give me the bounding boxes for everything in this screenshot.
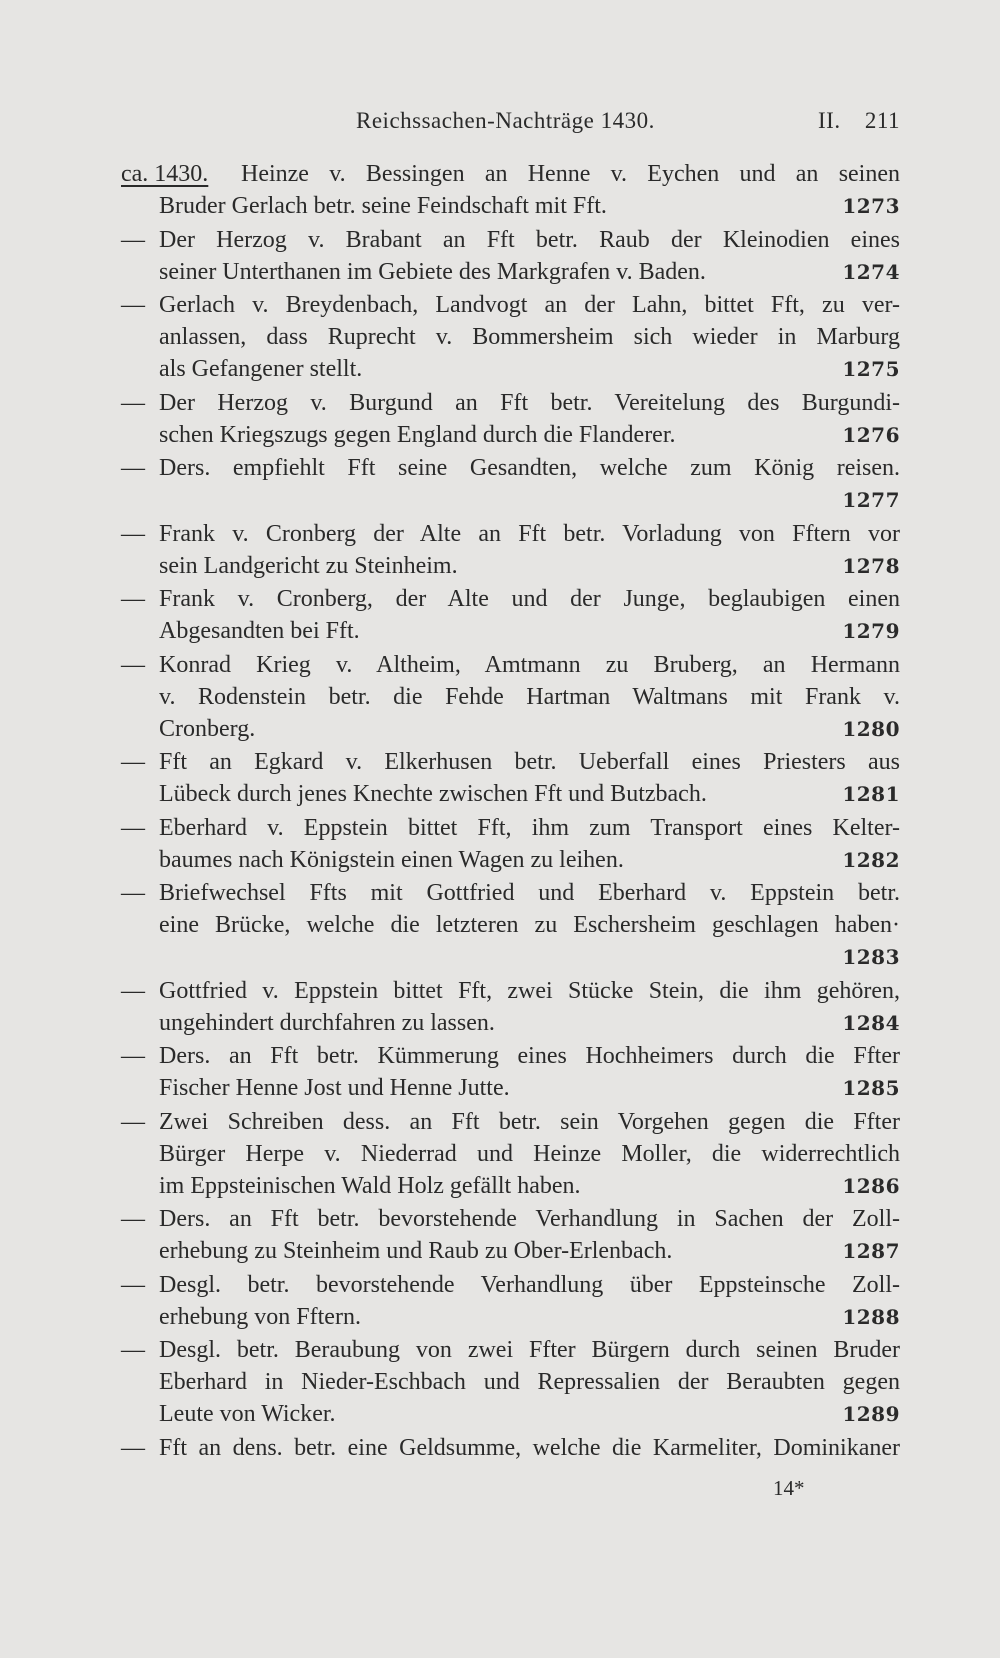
header-part: II. bbox=[818, 108, 841, 133]
entry-dash: — bbox=[121, 1271, 145, 1298]
entry-item bbox=[121, 1334, 900, 1430]
entry-line: Gerlach v. Breydenbach, Landvogt an der Lahn, bittet Fft, zu ver- bbox=[159, 292, 900, 318]
entry-line: seiner Unterthanen im Gebiete des Markgrafen v. Baden. bbox=[159, 258, 706, 285]
entry-line: anlassen, dass Ruprecht v. Bommersheim sich wieder in Marburg bbox=[159, 324, 900, 350]
entry-item bbox=[121, 812, 900, 876]
entry-line: eine Brücke, welche die letzteren zu Eschersheim geschlagen haben· bbox=[159, 912, 900, 938]
entry-dash: — bbox=[121, 389, 145, 416]
entry-item bbox=[121, 583, 900, 647]
entry-dash: — bbox=[121, 455, 145, 481]
entry-dash: — bbox=[121, 880, 145, 906]
entry-line: Konrad Krieg v. Altheim, Amtmann zu Bruberg, an Hermann bbox=[159, 651, 900, 678]
entry-item bbox=[121, 975, 900, 1039]
entry-line: Briefwechsel Ffts mit Gottfried und Eberhard v. Eppstein betr. bbox=[159, 880, 900, 906]
signature-mark: 14* bbox=[773, 1476, 805, 1500]
entry-line: erhebung zu Steinheim und Raub zu Ober-Erlenbach. bbox=[159, 1238, 673, 1264]
entry-dash: — bbox=[121, 1043, 145, 1069]
entry-item bbox=[121, 224, 900, 288]
entry-line: Ders. empfiehlt Fft seine Gesandten, welche zum König reisen. bbox=[159, 455, 900, 481]
entry-number: 1288 bbox=[842, 1304, 900, 1329]
entry-dash: — bbox=[121, 226, 145, 253]
entry-line: Cronberg. bbox=[159, 715, 256, 742]
entry-item bbox=[121, 1269, 900, 1333]
entry-line: im Eppsteinischen Wald Holz gefällt haben. bbox=[159, 1172, 581, 1199]
entry-number: 1289 bbox=[842, 1402, 900, 1426]
entry-number: 1283 bbox=[842, 945, 900, 969]
entry-line: Gottfried v. Eppstein bittet Fft, zwei Stücke Stein, die ihm gehören, bbox=[159, 977, 900, 1004]
entry-line: Desgl. betr. bevorstehende Verhandlung über Eppsteinsche Zoll- bbox=[159, 1271, 900, 1298]
entry-line: Eberhard v. Eppstein bittet Fft, ihm zum Transport eines Kelter- bbox=[159, 814, 900, 841]
entry-number: 1273 bbox=[842, 194, 900, 218]
entry-dash: — bbox=[121, 1337, 145, 1363]
entry-item bbox=[121, 1203, 900, 1267]
entry-number: 1285 bbox=[842, 1076, 900, 1100]
entry-line: Ders. an Fft betr. bevorstehende Verhandlung in Sachen der Zoll- bbox=[159, 1206, 900, 1232]
entry-number: 1279 bbox=[842, 619, 900, 643]
entry-line: schen Kriegszugs gegen England durch die Flanderer. bbox=[159, 421, 676, 448]
entry-number: 1284 bbox=[842, 1010, 900, 1035]
entry-1273 bbox=[121, 158, 900, 222]
entry-line: Bürger Herpe v. Niederrad und Heinze Moller, die widerrechtlich bbox=[159, 1140, 900, 1167]
entry-item bbox=[121, 746, 900, 810]
entry-dash: — bbox=[121, 1108, 145, 1135]
entry-number: 1278 bbox=[842, 553, 900, 578]
entry-dash: — bbox=[121, 977, 145, 1004]
entry-line: Abgesandten bei Fft. bbox=[159, 618, 360, 644]
running-header bbox=[120, 108, 900, 142]
header-title: Reichssachen-Nachträge 1430. bbox=[356, 108, 655, 133]
entry-dash: — bbox=[121, 520, 145, 547]
entry-line: Bruder Gerlach betr. seine Feindschaft mit Fft. bbox=[159, 193, 607, 219]
entry-number: 1287 bbox=[842, 1239, 900, 1263]
entry-line: Eberhard in Nieder-Eschbach und Repressalien der Beraubten gegen bbox=[159, 1369, 900, 1395]
entry-item bbox=[121, 1432, 900, 1464]
entry-line: Frank v. Cronberg der Alte an Fft betr. Vorladung von Fftern vor bbox=[159, 520, 900, 547]
entry-line: v. Rodenstein betr. die Fehde Hartman Waltmans mit Frank v. bbox=[159, 683, 900, 710]
entry-line: Frank v. Cronberg, der Alte und der Junge, beglaubigen einen bbox=[159, 586, 900, 612]
entry-line: sein Landgericht zu Steinheim. bbox=[159, 552, 458, 579]
entry-item bbox=[121, 877, 900, 973]
entry-line: Heinze v. Bessingen an Henne v. Eychen und an seinen bbox=[241, 161, 900, 187]
entry-line: Ders. an Fft betr. Kümmerung eines Hochheimers durch die Ffter bbox=[159, 1043, 900, 1069]
entry-item bbox=[121, 649, 900, 745]
entry-line: Leute von Wicker. bbox=[159, 1401, 336, 1427]
entry-dash: — bbox=[121, 586, 145, 612]
entry-line: Der Herzog v. Burgund an Fft betr. Vereitelung des Burgundi- bbox=[159, 389, 900, 416]
entry-number: 1277 bbox=[842, 488, 900, 512]
entry-dash: — bbox=[121, 814, 145, 841]
entry-number: 1282 bbox=[842, 847, 900, 872]
entry-number: 1276 bbox=[842, 422, 900, 447]
entry-line: erhebung von Fftern. bbox=[159, 1303, 361, 1330]
entry-dash: — bbox=[121, 1206, 145, 1232]
entry-item bbox=[121, 1106, 900, 1202]
entry-date: ca. 1430. bbox=[121, 161, 209, 187]
entry-line: Fft an dens. betr. eine Geldsumme, welche die Karmeliter, Dominikaner bbox=[159, 1434, 900, 1461]
entry-dash: — bbox=[121, 749, 145, 775]
entry-item bbox=[121, 452, 900, 516]
entry-item bbox=[121, 1040, 900, 1104]
entry-line: baumes nach Königstein einen Wagen zu leihen. bbox=[159, 846, 624, 873]
entry-line: Lübeck durch jenes Knechte zwischen Fft und Butzbach. bbox=[159, 781, 707, 807]
entry-list bbox=[121, 158, 900, 1465]
entry-dash: — bbox=[121, 651, 145, 678]
entry-line: Fft an Egkard v. Elkerhusen betr. Ueberfall eines Priesters aus bbox=[159, 749, 900, 775]
entry-item bbox=[121, 289, 900, 385]
entry-number: 1281 bbox=[842, 782, 900, 806]
entry-item bbox=[121, 387, 900, 451]
entry-number: 1280 bbox=[842, 716, 900, 741]
entry-line: Zwei Schreiben dess. an Fft betr. sein Vorgehen gegen die Ffter bbox=[159, 1108, 900, 1135]
entry-line: ungehindert durchfahren zu lassen. bbox=[159, 1009, 495, 1036]
entry-number: 1286 bbox=[842, 1173, 900, 1198]
entry-line: Fischer Henne Jost und Henne Jutte. bbox=[159, 1075, 510, 1101]
entry-number: 1274 bbox=[842, 259, 900, 284]
entry-dash: — bbox=[121, 292, 145, 318]
entry-line: Desgl. betr. Beraubung von zwei Ffter Bürgern durch seinen Bruder bbox=[159, 1337, 900, 1363]
entry-item bbox=[121, 518, 900, 582]
entry-line: Der Herzog v. Brabant an Fft betr. Raub der Kleinodien eines bbox=[159, 226, 900, 253]
entry-line: als Gefangener stellt. bbox=[159, 356, 363, 382]
page-number: 211 bbox=[864, 108, 900, 133]
entry-dash: — bbox=[121, 1434, 145, 1461]
entry-number: 1275 bbox=[842, 357, 900, 381]
